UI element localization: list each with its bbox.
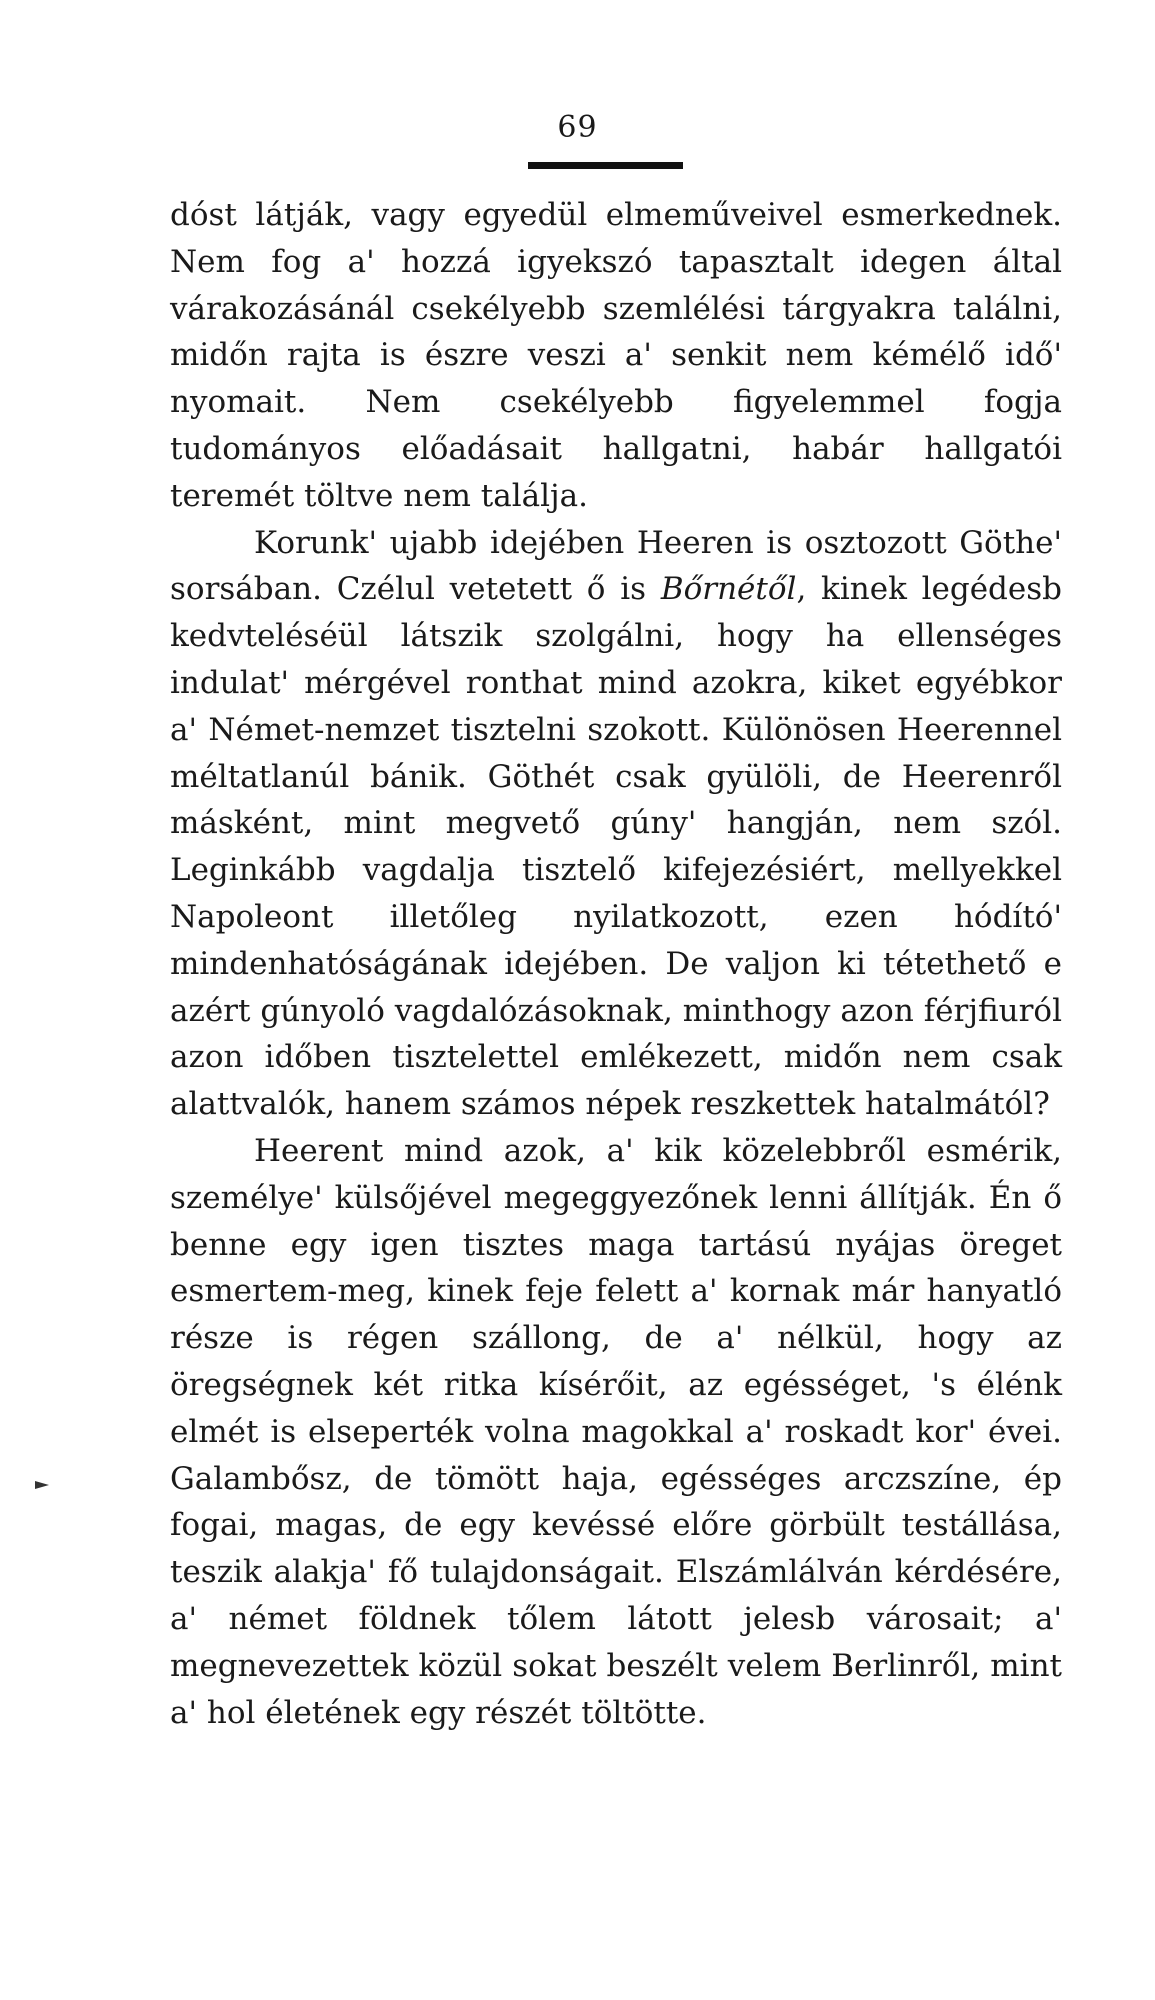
margin-arrow-icon xyxy=(35,1478,49,1492)
paragraph-2-end: , kinek legédesb kedvteléséül látszik szolgálni, hogy ha ellenséges indulat' mérgével ronthat mind azokra, kiket egyébkor a' Német-nemzet tisztelni szokott. Különösen Heerennel méltatlanúl bánik. Göthét csak gyülöli, de Heerenről másként, mint megvető gúny' hangján, nem szól. Leginkább vagdalja tisztelő kifejezésiért, mellyekkel Napoleont illetőleg nyilatkozott, ezen hódító' mindenhatóságának idejében. De valjon ki tétethető e azért gúnyoló vagdalózásoknak, minthogy azon férjfiuról azon időben tisztelettel emlékezett, midőn nem csak alattvalók, hanem számos népek reszkettek hatalmától? xyxy=(170,571,1063,1123)
page-number: 69 xyxy=(557,110,598,145)
paragraph-2 xyxy=(170,520,1062,1128)
body-text xyxy=(170,192,1062,1736)
paragraph-2-start: Korunk' ujabb idejében Heeren is osztozott Göthe' sorsában. Czélul vetetett ő is xyxy=(170,524,1062,608)
header-rule xyxy=(528,162,683,169)
paragraph-3: Heerent mind azok, a' kik közelebbről esmérik, személye' külsőjével megeggyezőnek lenni állítják. Én ő benne egy igen tisztes maga tartású nyájas öreget esmertem-meg, kinek feje felett a' kornak már hanyatló része is régen szállong, de a' nélkül, hogy az öregségnek két ritka kísérőit, az egésséget, 's élénk elmét is elseperték volna magokkal a' roskadt kor' évei. Galambősz, de tömött haja, egésséges arczszíne, ép fogai, magas, de egy kevéssé előre görbült testállása, teszik alakja' fő tulajdonságait. Elszámlálván kérdésére, a' német földnek tőlem látott jelesb városait; a' megnevezettek közül sokat beszélt velem Berlinről, mint a' hol életének egy részét töltötte. xyxy=(170,1132,1062,1731)
italic-name: Bőrnétől xyxy=(660,571,797,608)
paragraph-1: dóst látják, vagy egyedül elmeműveivel esmerkednek. Nem fog a' hozzá igyekszó tapasztalt idegen által várakozásánál csekélyebb szemlélési tárgyakra találni, midőn rajta is észre veszi a' senkit nem kémélő idő' nyomait. Nem csekélyebb figyelemmel fogja tudományos előadásait hallgatni, habár hallgatói teremét töltve nem találja. xyxy=(170,197,1062,514)
